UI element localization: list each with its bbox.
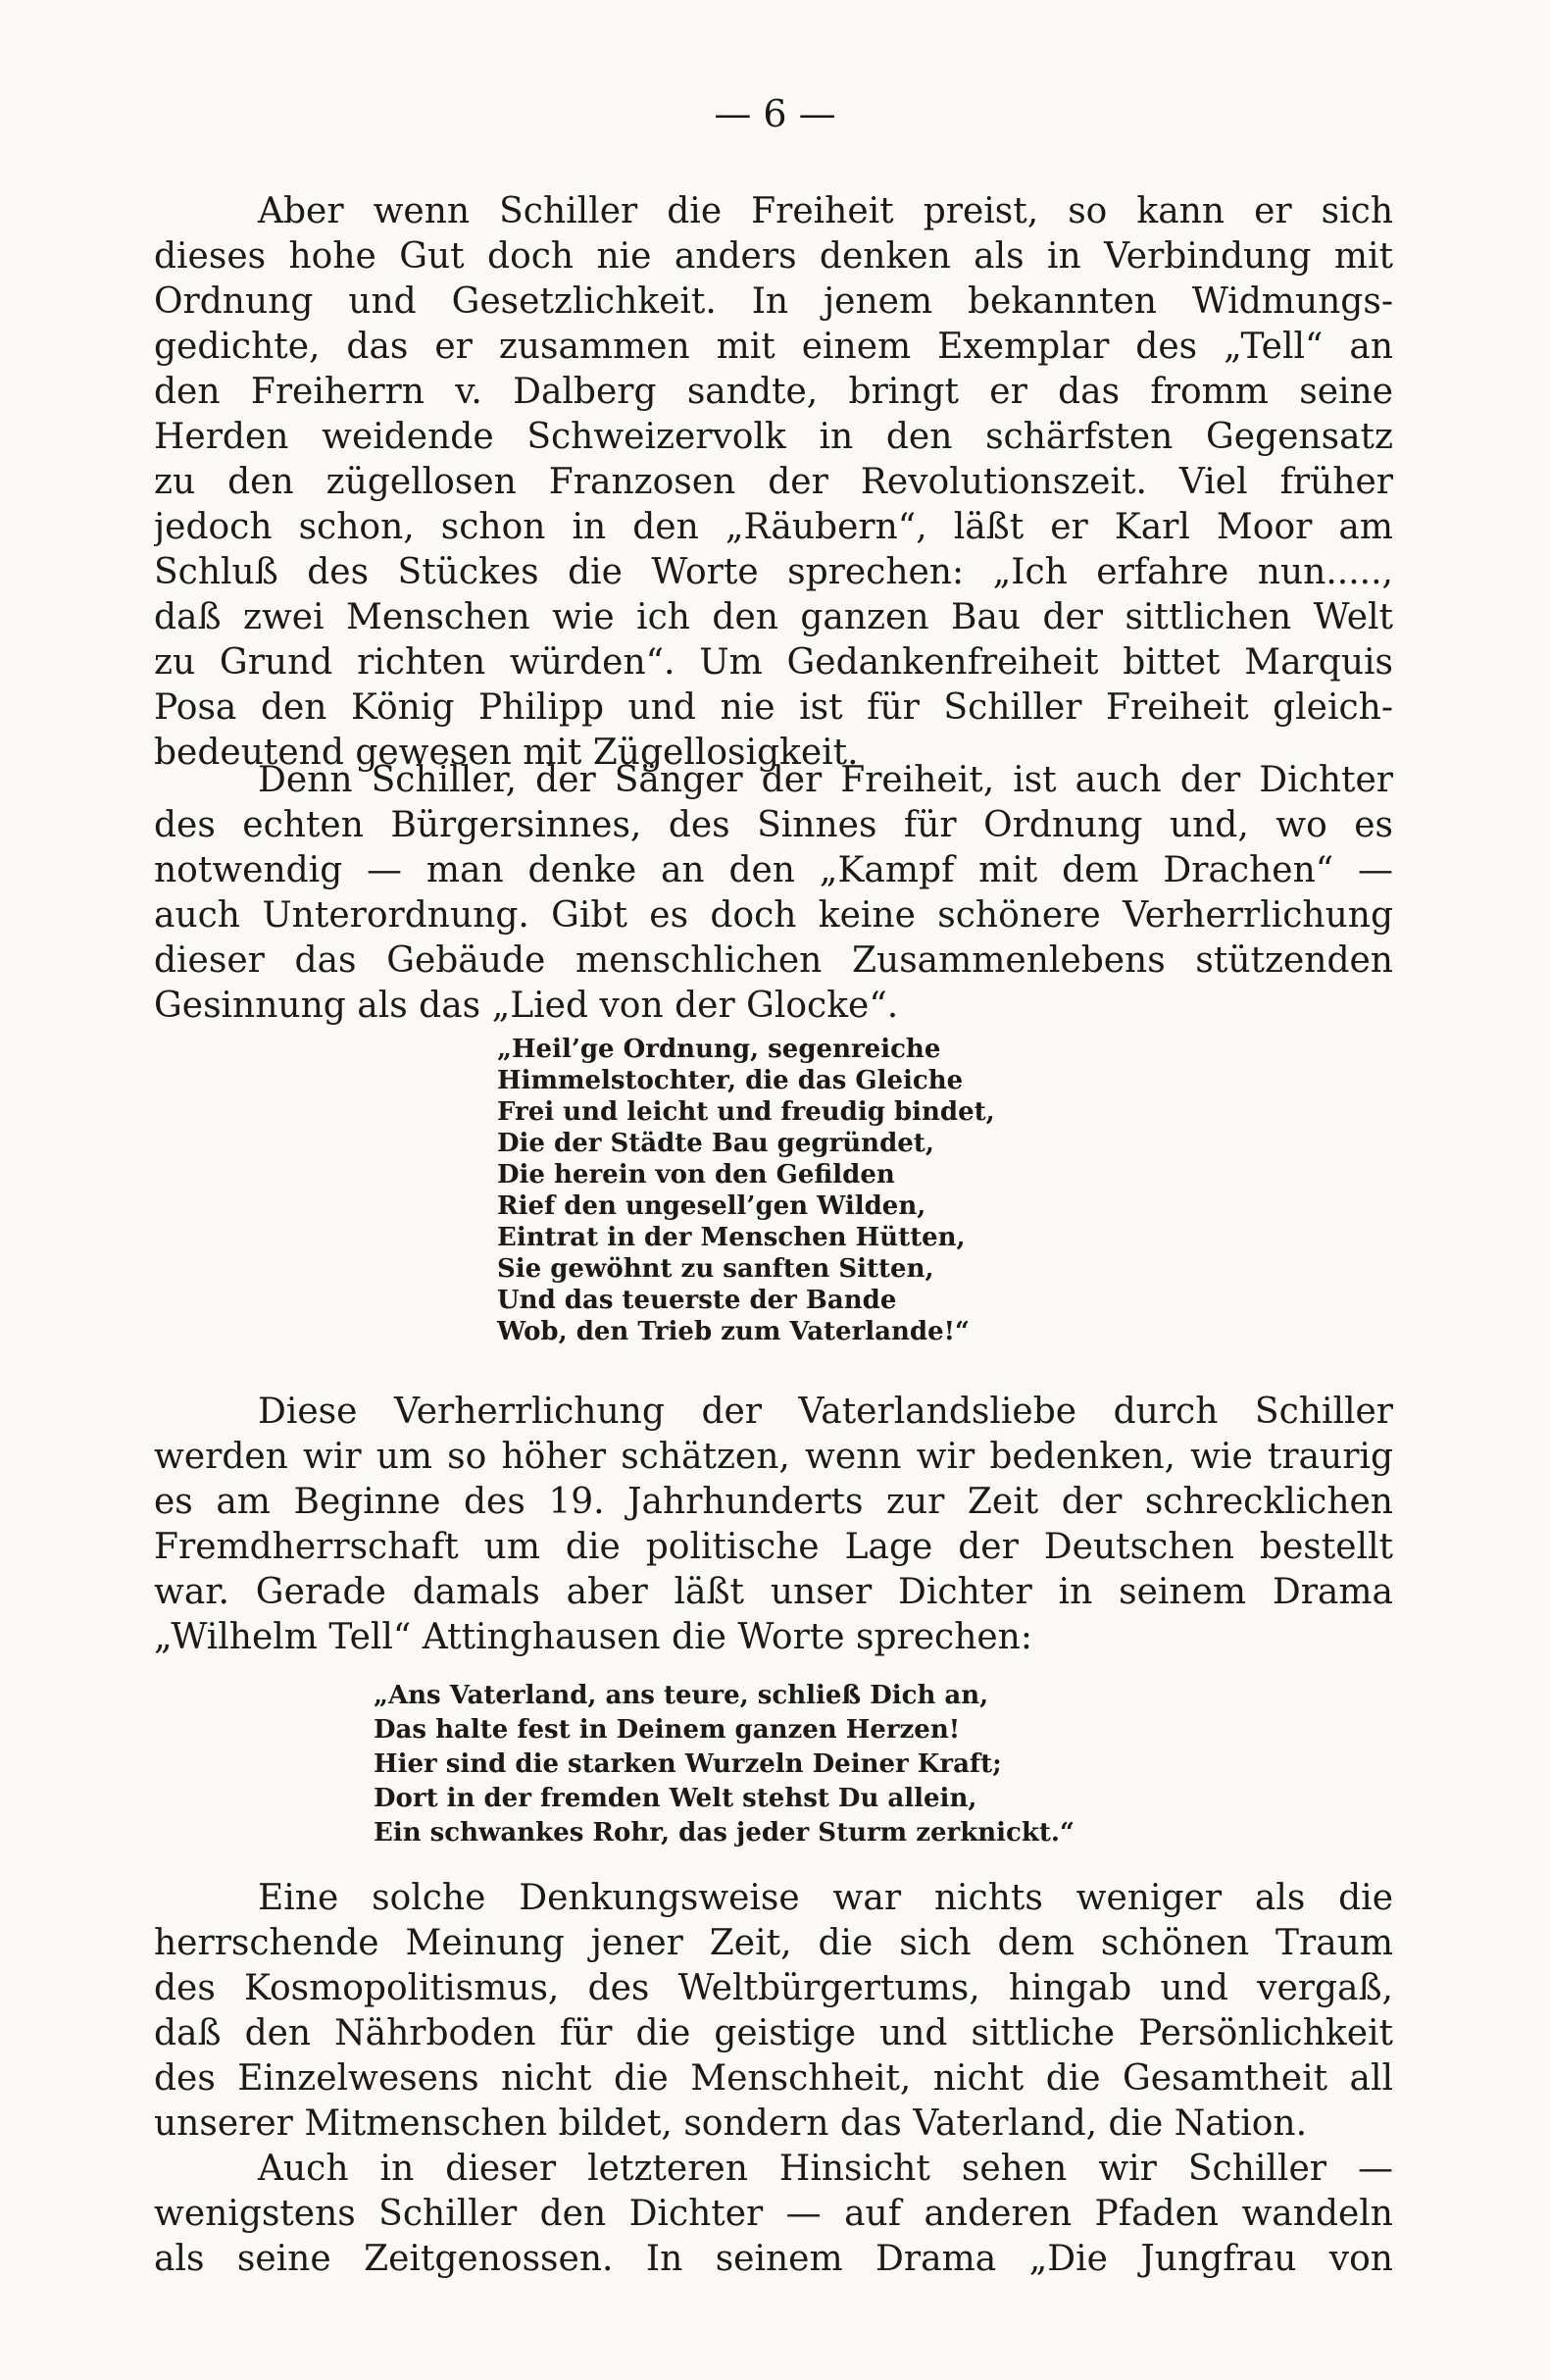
text-line: dieser das Gebäude menschlichen Zusammenlebens stützenden <box>154 940 1393 981</box>
verse-line: „Heil’ge Ordnung, segenreiche <box>497 1035 941 1064</box>
text-line: den Freiherrn v. Dalberg sandte, bringt er das fromm seine <box>154 372 1393 412</box>
verse-line: Frei und leicht und freudig bindet, <box>497 1097 995 1127</box>
text-line: zu Grund richten würden“. Um Gedankenfreiheit bittet Marquis <box>154 642 1393 683</box>
text-line: Fremdherrschaft um die politische Lage der Deutschen bestellt <box>154 1527 1393 1567</box>
text-line: unserer Mitmenschen bildet, sondern das Vaterland, die Nation. <box>154 2103 1308 2144</box>
text-line: des echten Bürgersinnes, des Sinnes für Ordnung und, wo es <box>154 805 1393 845</box>
verse-line: Die der Städte Bau gegründet, <box>497 1129 934 1158</box>
verse-line: Rief den ungesell’gen Wilden, <box>497 1191 926 1221</box>
verse-line: Sie gewöhnt zu sanften Sitten, <box>497 1254 934 1284</box>
verse-line: Himmelstochter, die das Gleiche <box>497 1066 964 1095</box>
text-line: Diese Verherrlichung der Vaterlandsliebe durch Schiller <box>258 1392 1393 1432</box>
text-line: Schluß des Stückes die Worte sprechen: „Ich erfahre nun....., <box>154 552 1393 592</box>
text-line: werden wir um so höher schätzen, wenn wir bedenken, wie traurig <box>154 1437 1393 1477</box>
text-line: herrschende Meinung jener Zeit, die sich dem schönen Traum <box>154 1923 1393 1963</box>
verse-line: Ein schwankes Rohr, das jeder Sturm zerknickt.“ <box>374 1818 1075 1848</box>
text-line: zu den zügellosen Franzosen der Revolutionszeit. Viel früher <box>154 462 1393 502</box>
paragraph-2 <box>154 758 1393 1029</box>
verse-line: Und das teuerste der Bande <box>497 1286 897 1315</box>
text-line: des Einzelwesens nicht die Menschheit, nicht die Gesamtheit all <box>154 2058 1393 2099</box>
text-line: Auch in dieser letzteren Hinsicht sehen wir Schiller — <box>258 2149 1393 2189</box>
text-line: „Wilhelm Tell“ Attinghausen die Worte sprechen: <box>154 1617 1032 1657</box>
verse-line: Die herein von den Gefilden <box>497 1160 895 1190</box>
paragraph-3 <box>154 1390 1393 1660</box>
verse-line: „Ans Vaterland, ans teure, schließ Dich an, <box>374 1681 989 1710</box>
text-line: jedoch schon, schon in den „Räubern“, läßt er Karl Moor am <box>154 507 1393 547</box>
text-line: daß den Nährboden für die geistige und sittliche Persönlichkeit <box>154 2013 1393 2053</box>
paragraph-5 <box>154 2147 1393 2282</box>
text-line: bedeutend gewesen mit Zügellosigkeit. <box>154 733 859 773</box>
paragraph-1 <box>154 189 1393 776</box>
verse-quote-tell <box>374 1679 1075 1850</box>
paragraph-4 <box>154 1876 1393 2147</box>
text-line: Eine solche Denkungsweise war nichts weniger als die <box>258 1878 1393 1918</box>
text-line: Herden weidende Schweizervolk in den schärfsten Gegensatz <box>154 417 1393 457</box>
verse-line: Wob, den Trieb zum Vaterlande!“ <box>497 1317 971 1346</box>
text-line: des Kosmopolitismus, des Weltbürgertums, hingab und vergaß, <box>154 1968 1393 2008</box>
verse-line: Dort in der fremden Welt stehst Du allein, <box>374 1784 977 1813</box>
text-line: Aber wenn Schiller die Freiheit preist, so kann er sich <box>258 191 1393 231</box>
text-line: notwendig — man denke an den „Kampf mit dem Drachen“ — <box>154 850 1393 890</box>
text-line: als seine Zeitgenossen. In seinem Drama „Die Jungfrau von <box>154 2239 1393 2279</box>
text-line: daß zwei Menschen wie ich den ganzen Bau der sittlichen Welt <box>154 597 1393 637</box>
text-line: dieses hohe Gut doch nie anders denken als in Verbindung mit <box>154 236 1393 277</box>
text-line: gedichte, das er zusammen mit einem Exemplar des „Tell“ an <box>154 327 1393 367</box>
text-line: war. Gerade damals aber läßt unser Dichter in seinem Drama <box>154 1572 1393 1612</box>
text-line: Gesinnung als das „Lied von der Glocke“. <box>154 986 899 1026</box>
text-line: Ordnung und Gesetzlichkeit. In jenem bekannten Widmungs- <box>154 281 1393 322</box>
verse-line: Hier sind die starken Wurzeln Deiner Kraft; <box>374 1749 1002 1779</box>
verse-quote-glocke <box>497 1034 995 1347</box>
text-line: wenigstens Schiller den Dichter — auf anderen Pfaden wandeln <box>154 2194 1393 2234</box>
text-line: Denn Schiller, der Sänger der Freiheit, ist auch der Dichter <box>258 760 1393 800</box>
text-line: auch Unterordnung. Gibt es doch keine schönere Verherrlichung <box>154 895 1393 936</box>
page-number: — 6 — <box>714 92 836 135</box>
verse-line: Das halte fest in Deinem ganzen Herzen! <box>374 1715 961 1745</box>
text-line: es am Beginne des 19. Jahrhunderts zur Zeit der schrecklichen <box>154 1482 1393 1522</box>
text-line: Posa den König Philipp und nie ist für Schiller Freiheit gleich- <box>154 687 1393 728</box>
verse-line: Eintrat in der Menschen Hütten, <box>497 1223 966 1252</box>
